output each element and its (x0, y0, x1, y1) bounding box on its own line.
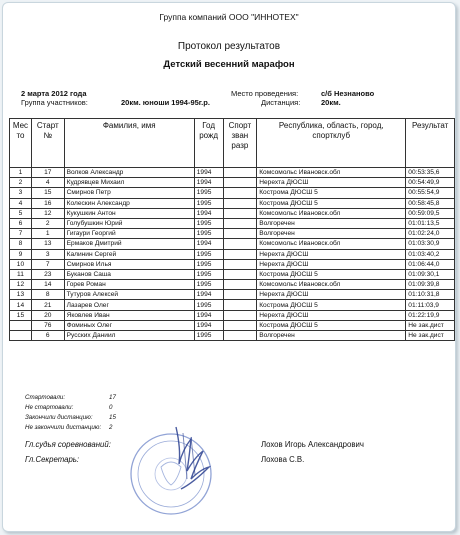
cell-birth: 1994 (194, 168, 223, 178)
cell-birth: 1994 (194, 290, 223, 300)
cell-start: 20 (31, 310, 64, 320)
table-row (10, 280, 455, 290)
cell-name: Ермаков Дмитрий (64, 239, 194, 249)
cell-result: 01:03:40,2 (406, 249, 455, 259)
cell-club: Комсомольс Ивановск.обл (257, 239, 406, 249)
cell-name: Колескин Александр (64, 198, 194, 208)
cell-start: 2 (31, 218, 64, 228)
cell-rank (223, 188, 257, 198)
table-row (10, 218, 455, 228)
cell-club: Комсомольс Ивановск.обл (257, 280, 406, 290)
cell-start: 12 (31, 208, 64, 218)
cell-place: 15 (10, 310, 32, 320)
cell-name: Кудрявцев Михаил (64, 178, 194, 188)
cell-birth: 1995 (194, 269, 223, 279)
cell-place: 7 (10, 229, 32, 239)
cell-result: 01:22:19,9 (406, 310, 455, 320)
table-row (10, 320, 455, 330)
cell-place: 12 (10, 280, 32, 290)
cell-start: 13 (31, 239, 64, 249)
judge-label: Гл.судья соревнований: (25, 440, 111, 449)
cell-rank (223, 331, 257, 341)
table-row (10, 259, 455, 269)
cell-rank (223, 280, 257, 290)
venue-label: Место проведения: (231, 89, 299, 98)
cell-birth: 1994 (194, 239, 223, 249)
cell-name: Фоминых Олег (64, 320, 194, 330)
cell-place: 13 (10, 290, 32, 300)
cell-result: 00:54:49,9 (406, 178, 455, 188)
cell-club: Нерехта ДЮСШ (257, 178, 406, 188)
cell-result: 01:01:13,5 (406, 218, 455, 228)
cell-club: Нерехта ДЮСШ (257, 259, 406, 269)
cell-rank (223, 239, 257, 249)
cell-name: Волков Александр (64, 168, 194, 178)
cell-rank (223, 290, 257, 300)
cell-rank (223, 269, 257, 279)
cell-start: 4 (31, 178, 64, 188)
col-start: Старт № (31, 119, 64, 168)
cell-place: 8 (10, 239, 32, 249)
cell-name: Гигаури Георгий (64, 229, 194, 239)
cell-rank (223, 249, 257, 259)
cell-club: Кострома ДЮСШ 5 (257, 188, 406, 198)
cell-result: 00:55:54,9 (406, 188, 455, 198)
cell-club: Нерехта ДЮСШ (257, 249, 406, 259)
distance-label: Дистанция: (261, 98, 301, 107)
not-finished-value: 2 (109, 424, 113, 431)
cell-place: 14 (10, 300, 32, 310)
cell-start: 16 (31, 198, 64, 208)
cell-result: 01:10:31,8 (406, 290, 455, 300)
cell-rank (223, 218, 257, 228)
cell-birth: 1994 (194, 178, 223, 188)
cell-birth: 1995 (194, 229, 223, 239)
finished-label: Закончили дистанцию: (25, 414, 93, 421)
cell-start: 8 (31, 290, 64, 300)
table-header-row (10, 119, 455, 168)
judge-name: Лохов Игорь Александрович (261, 440, 364, 449)
table-row (10, 300, 455, 310)
stamp-seal-icon (121, 419, 231, 519)
started-value: 17 (109, 394, 116, 401)
table-row (10, 198, 455, 208)
cell-rank (223, 300, 257, 310)
cell-birth: 1995 (194, 218, 223, 228)
cell-club: Волгоречен (257, 229, 406, 239)
cell-result: Не зак.дист (406, 331, 455, 341)
cell-club: Волгоречен (257, 331, 406, 341)
cell-birth: 1995 (194, 249, 223, 259)
cell-club: Нерехта ДЮСШ (257, 310, 406, 320)
cell-club: Кострома ДЮСШ 5 (257, 320, 406, 330)
cell-place: 2 (10, 178, 32, 188)
col-club: Республика, область, город, спортклуб (257, 119, 406, 168)
cell-birth: 1995 (194, 280, 223, 290)
not-started-label: Не стартовали: (25, 404, 74, 411)
cell-result: 00:58:45,8 (406, 198, 455, 208)
col-name: Фамилия, имя (64, 119, 194, 168)
cell-club: Кострома ДЮСШ 5 (257, 198, 406, 208)
cell-start: 14 (31, 280, 64, 290)
cell-place: 10 (10, 259, 32, 269)
table-row (10, 290, 455, 300)
cell-club: Волгоречен (257, 218, 406, 228)
cell-rank (223, 310, 257, 320)
cell-result: 01:06:44,0 (406, 259, 455, 269)
cell-birth: 1995 (194, 188, 223, 198)
not-started-value: 0 (109, 404, 113, 411)
not-finished-label: Не закончили дистанцию: (25, 424, 102, 431)
cell-rank (223, 259, 257, 269)
cell-result: Не зак.дист (406, 320, 455, 330)
cell-club: Нерехта ДЮСШ (257, 290, 406, 300)
table-row (10, 331, 455, 341)
table-row (10, 310, 455, 320)
cell-result: 00:53:35,6 (406, 168, 455, 178)
cell-name: Калинин Сергей (64, 249, 194, 259)
cell-start: 3 (31, 249, 64, 259)
cell-place: 5 (10, 208, 32, 218)
cell-rank (223, 229, 257, 239)
col-rank: Спорт зван разр (223, 119, 257, 168)
cell-name: Смирнов Петр (64, 188, 194, 198)
cell-result: 01:11:03,9 (406, 300, 455, 310)
event-name: Детский весенний марафон (163, 59, 295, 70)
cell-club: Кострома ДЮСШ 5 (257, 300, 406, 310)
protocol-title: Протокол результатов (177, 41, 281, 52)
cell-club: Комсомольс Ивановск.обл (257, 168, 406, 178)
venue-value: с/б Незнаново (321, 89, 375, 98)
cell-place: 9 (10, 249, 32, 259)
cell-name: Смирнов Илья (64, 259, 194, 269)
cell-club: Комсомольс Ивановск.обл (257, 208, 406, 218)
cell-club: Кострома ДЮСШ 5 (257, 269, 406, 279)
cell-start: 21 (31, 300, 64, 310)
cell-start: 15 (31, 188, 64, 198)
cell-rank (223, 198, 257, 208)
cell-place: 1 (10, 168, 32, 178)
table-row (10, 269, 455, 279)
cell-name: Яковлев Иван (64, 310, 194, 320)
cell-rank (223, 178, 257, 188)
cell-place: 3 (10, 188, 32, 198)
cell-result: 01:02:24,0 (406, 229, 455, 239)
cell-place: 11 (10, 269, 32, 279)
group-label: Группа участников: (21, 98, 88, 107)
cell-birth: 1995 (194, 331, 223, 341)
protocol-sheet (2, 2, 456, 532)
cell-name: Лазарев Олег (64, 300, 194, 310)
table-row (10, 249, 455, 259)
cell-start: 17 (31, 168, 64, 178)
cell-name: Горев Роман (64, 280, 194, 290)
cell-rank (223, 320, 257, 330)
cell-place (10, 320, 32, 330)
cell-result: 01:09:39,8 (406, 280, 455, 290)
cell-start: 7 (31, 259, 64, 269)
cell-result: 01:03:30,9 (406, 239, 455, 249)
secretary-label: Гл.Секретарь: (25, 455, 80, 464)
table-row (10, 168, 455, 178)
table-row (10, 178, 455, 188)
cell-place: 4 (10, 198, 32, 208)
company-name: Группа компаний ООО "ИННОТЕХ" (159, 12, 299, 22)
cell-name: Кукушкин Антон (64, 208, 194, 218)
cell-rank (223, 168, 257, 178)
results-table (9, 118, 455, 341)
cell-birth: 1995 (194, 259, 223, 269)
cell-birth: 1995 (194, 300, 223, 310)
started-label: Стартовали: (25, 394, 66, 401)
cell-name: Тутуров Алексей (64, 290, 194, 300)
cell-result: 01:09:30,1 (406, 269, 455, 279)
cell-rank (223, 208, 257, 218)
table-row (10, 208, 455, 218)
distance-value: 20км. (321, 98, 341, 107)
cell-result: 00:59:09,5 (406, 208, 455, 218)
table-row (10, 239, 455, 249)
cell-place: 6 (10, 218, 32, 228)
cell-name: Русских Даниил (64, 331, 194, 341)
cell-start: 76 (31, 320, 64, 330)
cell-birth: 1995 (194, 198, 223, 208)
col-result: Результат (406, 119, 455, 168)
table-row (10, 229, 455, 239)
cell-start: 6 (31, 331, 64, 341)
cell-start: 23 (31, 269, 64, 279)
table-row (10, 188, 455, 198)
cell-birth: 1994 (194, 208, 223, 218)
col-birth: Год рожд (194, 119, 223, 168)
group-value: 20км. юноши 1994-95г.р. (121, 98, 210, 107)
cell-name: Голубушкин Юрий (64, 218, 194, 228)
cell-place (10, 331, 32, 341)
finished-value: 15 (109, 414, 116, 421)
cell-name: Буканов Саша (64, 269, 194, 279)
secretary-name: Лохова С.В. (261, 455, 305, 464)
col-place: Мес то (10, 119, 32, 168)
cell-birth: 1994 (194, 310, 223, 320)
cell-birth: 1994 (194, 320, 223, 330)
cell-start: 1 (31, 229, 64, 239)
event-date: 2 марта 2012 года (21, 89, 87, 98)
